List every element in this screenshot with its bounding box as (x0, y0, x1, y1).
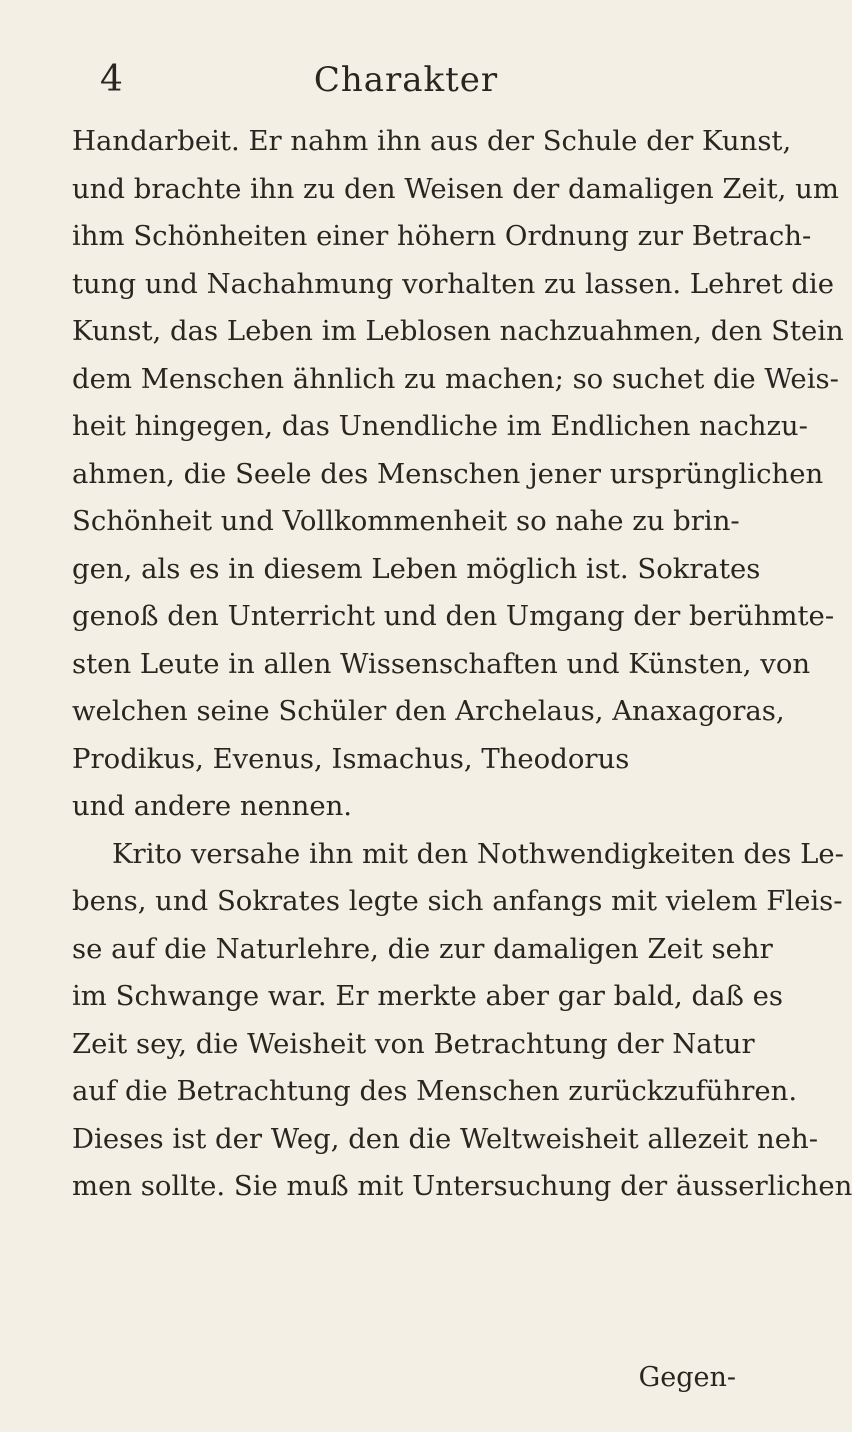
text-line: gen, als es in diesem Leben möglich ist. Sokrates (72, 552, 761, 585)
text-line: ahmen, die Seele des Menschen jener ursprünglichen (72, 457, 824, 490)
text-line: welchen seine Schüler den Archelaus, Anaxagoras, (72, 695, 785, 727)
text-line: Krito versahe ihn mit den Nothwendigkeiten des Le- (112, 837, 844, 870)
text-line: Dieses ist der Weg, den die Weltweisheit allezeit neh- (72, 1122, 818, 1155)
text-line: und andere nennen. (72, 790, 353, 822)
text-line: auf die Betrachtung des Menschen zurückzuführen. (72, 1075, 798, 1107)
page-header (72, 60, 740, 100)
text-line: men sollte. Sie muß mit Untersuchung der äusserlichen (72, 1170, 852, 1202)
text-line: Kunst, das Leben im Leblosen nachzuahmen, den Stein (72, 315, 844, 347)
text-line: Prodikus, Evenus, Ismachus, Theodorus (72, 742, 630, 775)
running-head: Charakter (313, 60, 499, 100)
text-line: Handarbeit. Er nahm ihn aus der Schule der Kunst, (72, 125, 792, 157)
text-line: heit hingegen, das Unendliche im Endlichen nachzu- (72, 410, 808, 442)
text-line: se auf die Naturlehre, die zur damaligen Zeit sehr (72, 932, 773, 965)
text-line: Zeit sey, die Weisheit von Betrachtung der Natur (72, 1027, 755, 1060)
text-line: im Schwange war. Er merkte aber gar bald, daß es (72, 980, 783, 1012)
body-text (72, 118, 852, 1211)
text-line: und brachte ihn zu den Weisen der damaligen Zeit, um (72, 172, 839, 205)
text-line: Schönheit und Vollkommenheit so nahe zu brin- (72, 505, 740, 537)
catchword: Gegen- (638, 1362, 736, 1393)
text-line: ihm Schönheiten einer höhern Ordnung zur Betrach- (72, 220, 812, 252)
text-line: tung und Nachahmung vorhalten zu lassen. Lehret die (72, 267, 834, 300)
text-line: genoß den Unterricht und den Umgang der berühmte- (72, 600, 835, 632)
text-line: sten Leute in allen Wissenschaften und Künsten, von (72, 647, 811, 680)
page-number: 4 (100, 59, 123, 100)
text-line: bens, und Sokrates legte sich anfangs mit vielem Fleis- (72, 885, 843, 917)
text-line: dem Menschen ähnlich zu machen; so suchet die Weis- (72, 362, 839, 395)
